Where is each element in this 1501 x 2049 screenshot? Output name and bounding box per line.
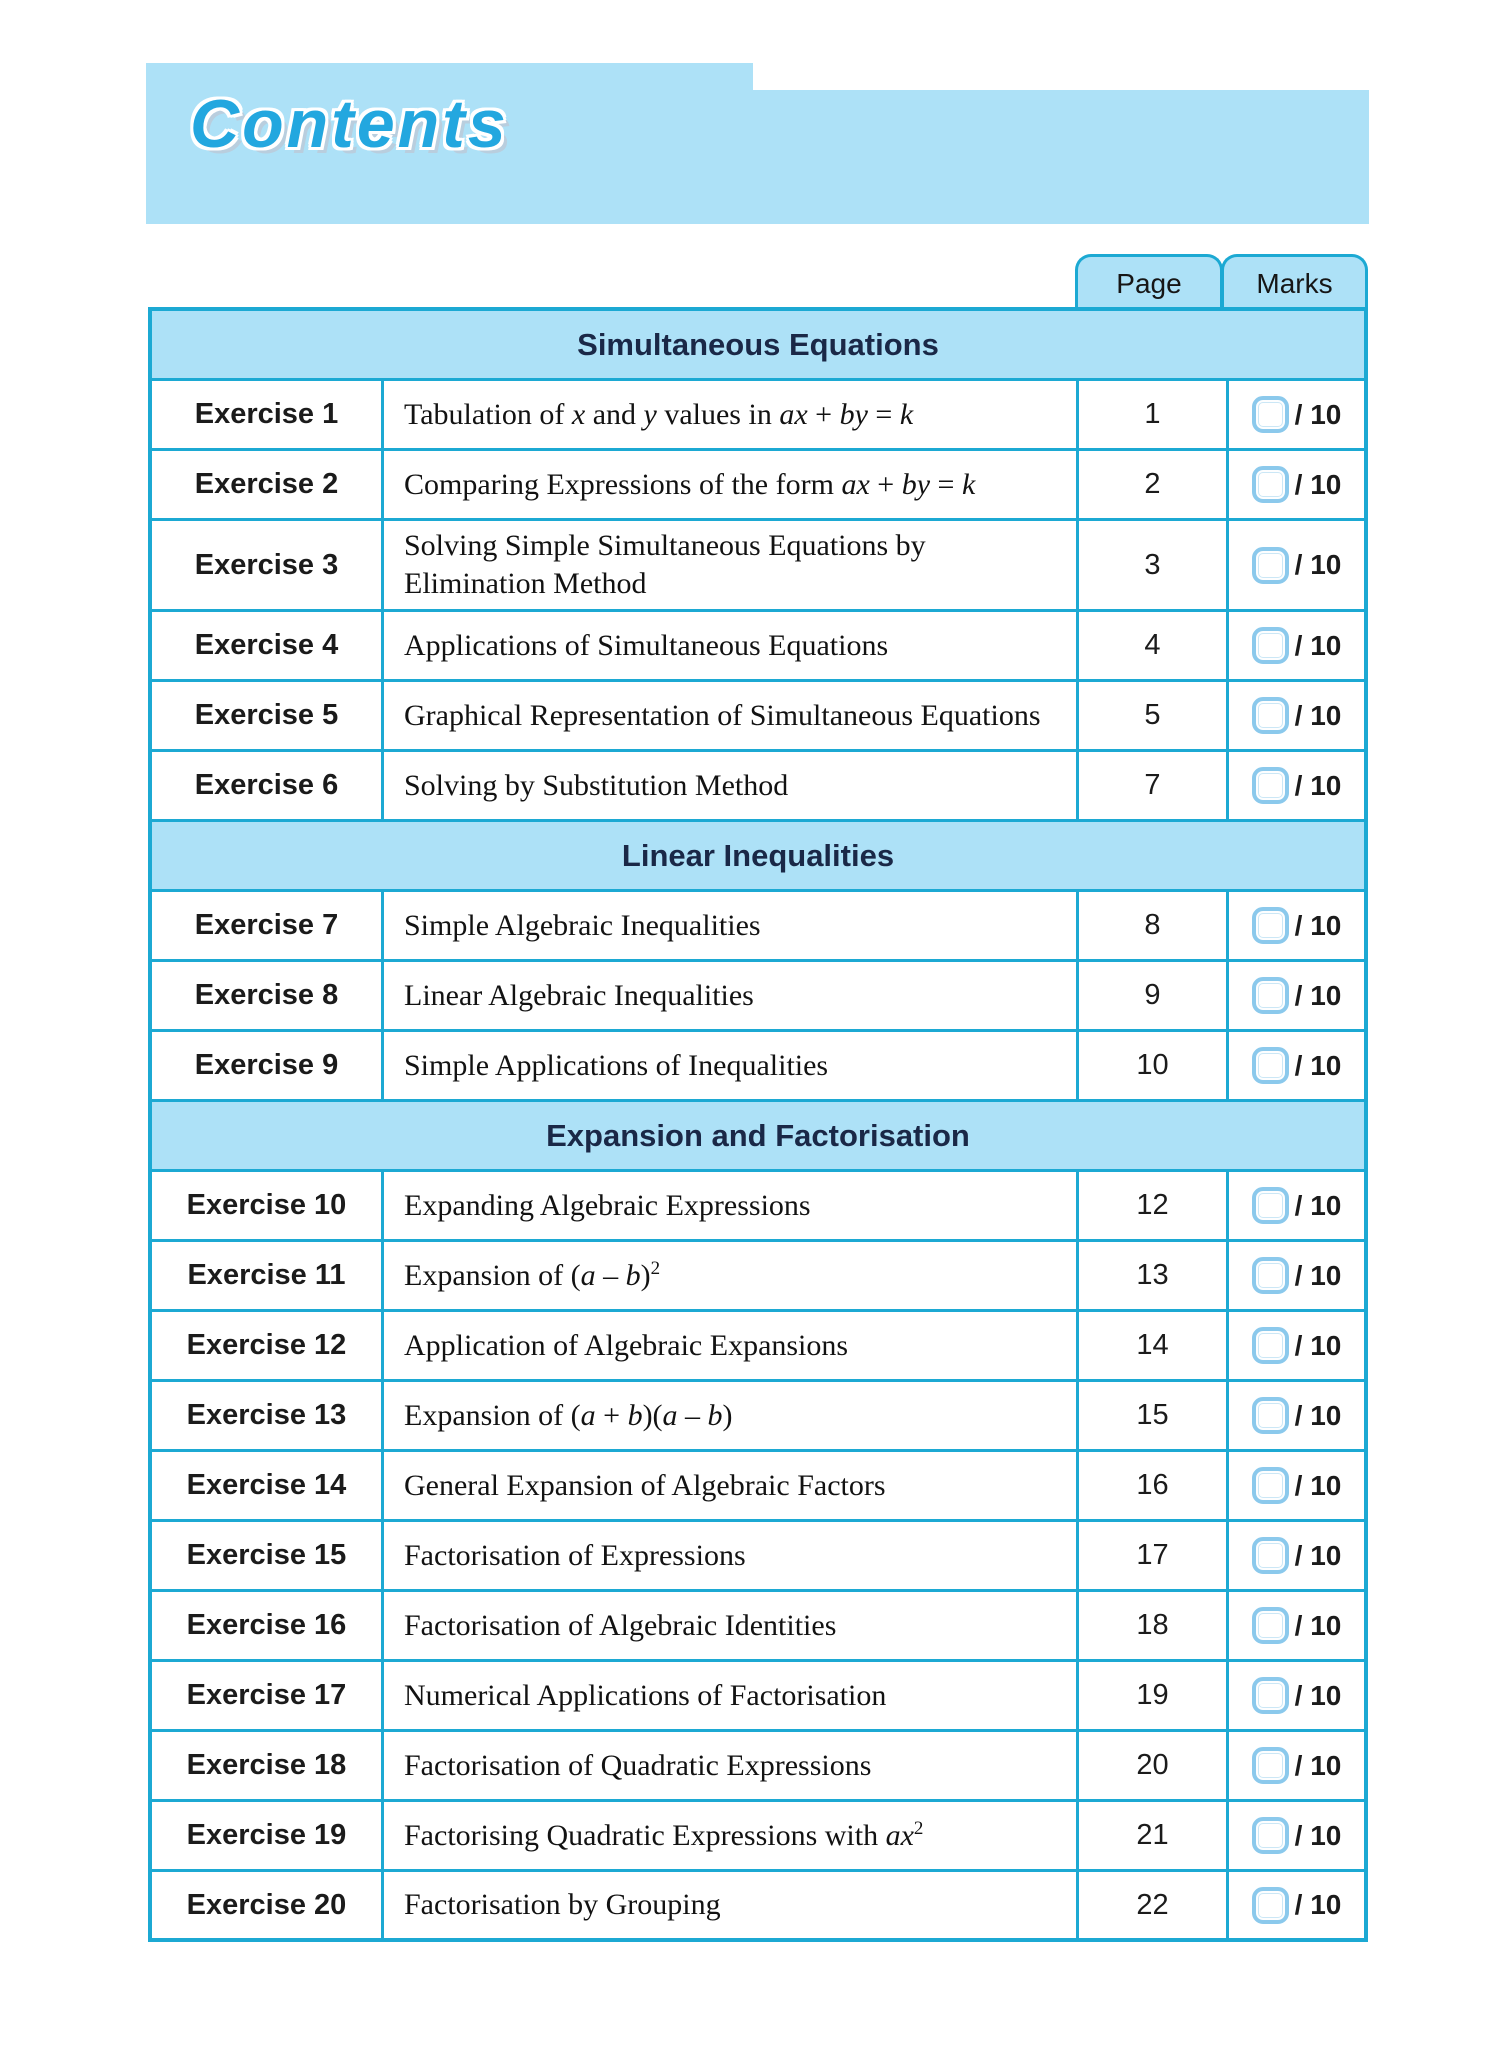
- exercise-title-text: Linear Algebraic Inequalities: [404, 978, 754, 1012]
- marks-box: [1252, 697, 1289, 734]
- marks-box: [1252, 627, 1289, 664]
- marks-cell: [1229, 1242, 1364, 1309]
- exercise-row: [152, 1032, 1364, 1102]
- marks-cell: [1229, 962, 1364, 1029]
- exercise-title-text: Simple Algebraic Inequalities: [404, 908, 761, 942]
- exercise-title-text: Expansion of (a + b)(a – b): [404, 1398, 733, 1432]
- marks-label: / 10: [1294, 1329, 1342, 1361]
- exercise-title-text: Expanding Algebraic Expressions: [404, 1188, 811, 1222]
- exercise-row: [152, 1592, 1364, 1662]
- marks-label: / 10: [1294, 1399, 1342, 1431]
- section-heading: Linear Inequalities: [621, 837, 895, 873]
- marks-cell: [1229, 752, 1364, 819]
- exercise-label: Exercise 15: [152, 1522, 384, 1589]
- exercise-label: Exercise 1: [152, 381, 384, 448]
- marks-label: / 10: [1294, 1189, 1342, 1221]
- marks-cell: [1229, 1872, 1364, 1938]
- exercise-title-text: Tabulation of x and y values in ax + by = k: [404, 397, 914, 431]
- marks-cell: [1229, 1312, 1364, 1379]
- exercise-row: [152, 1802, 1364, 1872]
- exercise-title: [384, 1382, 1079, 1449]
- marks-cell: [1229, 451, 1364, 518]
- exercise-title: [384, 1662, 1079, 1729]
- marks-cell: [1229, 1662, 1364, 1729]
- marks-box: [1252, 396, 1289, 433]
- exercise-title-text: Solving by Substitution Method: [404, 768, 789, 802]
- exercise-label: Exercise 11: [152, 1242, 384, 1309]
- marks-cell: [1229, 1172, 1364, 1239]
- exercise-label: Exercise 14: [152, 1452, 384, 1519]
- exercise-label: Exercise 5: [152, 682, 384, 749]
- page-number: 12: [1079, 1172, 1229, 1239]
- section-heading: Expansion and Factorisation: [546, 1117, 970, 1153]
- marks-label: / 10: [1294, 1259, 1342, 1291]
- marks-cell: [1229, 1802, 1364, 1869]
- exercise-row: [152, 381, 1364, 451]
- page-column-tab: [1075, 254, 1223, 310]
- exercise-title: [384, 1732, 1079, 1799]
- page-number: 19: [1079, 1662, 1229, 1729]
- marks-box: [1252, 1607, 1289, 1644]
- exercise-title: [384, 1522, 1079, 1589]
- exercise-title: [384, 1032, 1079, 1099]
- exercise-title: [384, 1452, 1079, 1519]
- page-number: 5: [1079, 682, 1229, 749]
- exercise-title: [384, 752, 1079, 819]
- exercise-title-text: Simple Applications of Inequalities: [404, 1048, 829, 1082]
- marks-cell: [1229, 612, 1364, 679]
- exercise-title-text: Application of Algebraic Expansions: [404, 1328, 849, 1362]
- marks-label: / 10: [1294, 1679, 1342, 1711]
- marks-cell: [1229, 1452, 1364, 1519]
- marks-label: / 10: [1294, 468, 1342, 500]
- exercise-label: Exercise 8: [152, 962, 384, 1029]
- exercise-title-text: Factorisation by Grouping: [404, 1888, 721, 1921]
- page-number: 7: [1079, 752, 1229, 819]
- exercise-title: [384, 1592, 1079, 1659]
- page-number: 9: [1079, 962, 1229, 1029]
- page-number: 16: [1079, 1452, 1229, 1519]
- page-number: 13: [1079, 1242, 1229, 1309]
- exercise-title: [384, 1312, 1079, 1379]
- exercise-label: Exercise 6: [152, 752, 384, 819]
- exercise-label: Exercise 4: [152, 612, 384, 679]
- exercise-title-text: Applications of Simultaneous Equations: [404, 628, 889, 662]
- marks-box: [1252, 547, 1289, 584]
- exercise-title-text: Expansion of (a – b)$^2$: [404, 1257, 661, 1292]
- section-heading-row-2: [152, 822, 1364, 892]
- marks-cell: [1229, 682, 1364, 749]
- marks-tab-label: Marks: [1256, 267, 1333, 299]
- exercise-label: Exercise 7: [152, 892, 384, 959]
- marks-label: / 10: [1294, 979, 1342, 1011]
- marks-label: / 10: [1294, 1469, 1342, 1501]
- exercise-title-text: Graphical Representation of Simultaneous Equations: [404, 698, 1041, 732]
- exercise-title-text: General Expansion of Algebraic Factors: [404, 1468, 886, 1502]
- exercise-title-text: Comparing Expressions of the form ax + by = k: [404, 467, 976, 501]
- section-heading-row-3: [152, 1102, 1364, 1172]
- exercise-label: Exercise 19: [152, 1802, 384, 1869]
- exercise-title: [384, 381, 1079, 448]
- exercise-title: [384, 1242, 1079, 1309]
- exercise-row: [152, 1382, 1364, 1452]
- page-number: 20: [1079, 1732, 1229, 1799]
- contents-banner: [146, 63, 1369, 224]
- exercise-title: [384, 1172, 1079, 1239]
- exercise-row: [152, 1242, 1364, 1312]
- page-title: Contents: [190, 86, 509, 162]
- marks-box: [1252, 1817, 1289, 1854]
- exercise-title-text: Factorisation of Algebraic Identities: [404, 1608, 837, 1642]
- exercise-title-text: Factorising Quadratic Expressions with $ax^2$: [404, 1817, 924, 1852]
- marks-box: [1252, 1537, 1289, 1574]
- marks-cell: [1229, 1382, 1364, 1449]
- page-number: 21: [1079, 1802, 1229, 1869]
- page-number: 10: [1079, 1032, 1229, 1099]
- exercise-label: Exercise 20: [152, 1872, 384, 1938]
- section-heading: Simultaneous Equations: [577, 326, 939, 362]
- exercise-title: [384, 521, 1079, 609]
- exercise-row: [152, 521, 1364, 612]
- page-number: 1: [1079, 381, 1229, 448]
- exercise-title: [384, 1802, 1079, 1869]
- page-number: 2: [1079, 451, 1229, 518]
- exercise-label: Exercise 10: [152, 1172, 384, 1239]
- exercise-row: [152, 1732, 1364, 1802]
- exercise-label: Exercise 2: [152, 451, 384, 518]
- exercise-label: Exercise 17: [152, 1662, 384, 1729]
- exercise-title-text: Numerical Applications of Factorisation: [404, 1678, 887, 1712]
- marks-cell: [1229, 1732, 1364, 1799]
- page-number: 14: [1079, 1312, 1229, 1379]
- marks-cell: [1229, 1592, 1364, 1659]
- marks-box: [1252, 1887, 1289, 1924]
- exercise-label: Exercise 13: [152, 1382, 384, 1449]
- exercise-row: [152, 682, 1364, 752]
- marks-box: [1252, 1397, 1289, 1434]
- marks-box: [1252, 907, 1289, 944]
- marks-box: [1252, 1747, 1289, 1784]
- marks-box: [1252, 1677, 1289, 1714]
- exercise-row: [152, 1172, 1364, 1242]
- page-number: 4: [1079, 612, 1229, 679]
- marks-box: [1252, 466, 1289, 503]
- marks-cell: [1229, 892, 1364, 959]
- marks-label: / 10: [1294, 1539, 1342, 1571]
- marks-label: / 10: [1294, 909, 1342, 941]
- section-heading-row-1: [152, 311, 1364, 381]
- marks-cell: [1229, 521, 1364, 609]
- marks-box: [1252, 977, 1289, 1014]
- exercise-row: [152, 451, 1364, 521]
- exercise-label: Exercise 18: [152, 1732, 384, 1799]
- exercise-row: [152, 892, 1364, 962]
- exercise-row: [152, 1522, 1364, 1592]
- marks-box: [1252, 1327, 1289, 1364]
- exercise-title: [384, 1872, 1079, 1938]
- page-tab-label: Page: [1116, 267, 1182, 299]
- exercise-label: Exercise 3: [152, 521, 384, 609]
- marks-label: / 10: [1294, 629, 1342, 661]
- marks-cell: [1229, 1522, 1364, 1589]
- page-number: 17: [1079, 1522, 1229, 1589]
- exercise-row: [152, 1452, 1364, 1522]
- exercise-label: Exercise 12: [152, 1312, 384, 1379]
- contents-table: [148, 307, 1368, 1942]
- page-number: 8: [1079, 892, 1229, 959]
- exercise-title: [384, 962, 1079, 1029]
- marks-box: [1252, 1467, 1289, 1504]
- banner-notch: [753, 63, 1369, 90]
- exercise-row: [152, 1662, 1364, 1732]
- marks-cell: [1229, 1032, 1364, 1099]
- marks-cell: [1229, 381, 1364, 448]
- marks-label: / 10: [1294, 769, 1342, 801]
- page-number: 18: [1079, 1592, 1229, 1659]
- exercise-label: Exercise 9: [152, 1032, 384, 1099]
- exercise-row: [152, 752, 1364, 822]
- marks-label: / 10: [1294, 1889, 1342, 1920]
- marks-label: / 10: [1294, 1609, 1342, 1641]
- exercise-row: [152, 1872, 1364, 1938]
- marks-box: [1252, 1047, 1289, 1084]
- exercise-row: [152, 962, 1364, 1032]
- exercise-row: [152, 612, 1364, 682]
- marks-label: / 10: [1294, 398, 1342, 430]
- marks-label: / 10: [1294, 1049, 1342, 1081]
- marks-box: [1252, 1257, 1289, 1294]
- marks-label: / 10: [1294, 699, 1342, 731]
- exercise-title: [384, 682, 1079, 749]
- exercise-title-text: Factorisation of Expressions: [404, 1538, 746, 1572]
- marks-label: / 10: [1294, 1749, 1342, 1781]
- marks-label: / 10: [1294, 1819, 1342, 1851]
- exercise-row: [152, 1312, 1364, 1382]
- exercise-label: Exercise 16: [152, 1592, 384, 1659]
- marks-box: [1252, 767, 1289, 804]
- exercise-title: [384, 892, 1079, 959]
- page-number: 22: [1079, 1872, 1229, 1938]
- page-number: 3: [1079, 521, 1229, 609]
- page-number: 15: [1079, 1382, 1229, 1449]
- exercise-title-text: Factorisation of Quadratic Expressions: [404, 1748, 872, 1782]
- exercise-title: [384, 612, 1079, 679]
- marks-column-tab: [1221, 254, 1368, 310]
- marks-box: [1252, 1187, 1289, 1224]
- marks-label: / 10: [1294, 549, 1342, 580]
- exercise-title-text: Solving Simple Simultaneous Equations by Elimination Method: [404, 529, 926, 600]
- exercise-title: [384, 451, 1079, 518]
